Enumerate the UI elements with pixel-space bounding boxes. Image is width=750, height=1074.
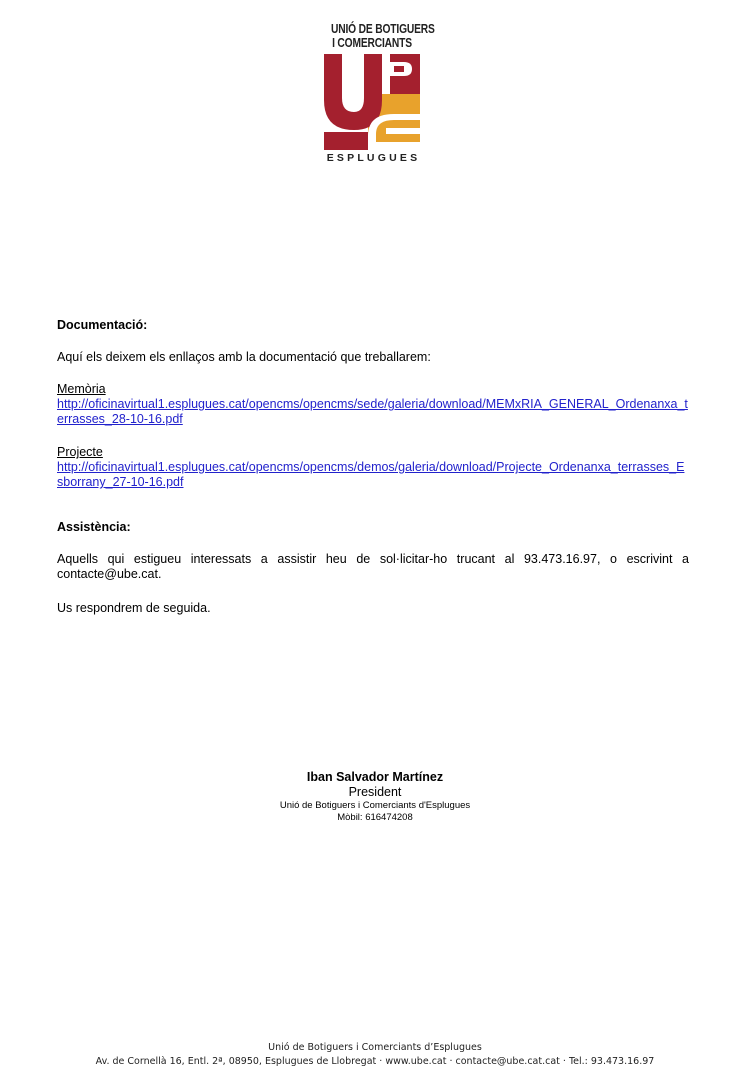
signature-role: President xyxy=(348,785,402,799)
assistance-heading: Assistència: xyxy=(57,520,131,534)
signature-mobile: Mòbil: 616474208 xyxy=(337,812,413,823)
organization-logo xyxy=(322,22,435,164)
signature-organization: Unió de Botiguers i Comerciants d'Esplugues xyxy=(279,800,471,811)
link-block-projecte xyxy=(57,445,689,490)
signature-block xyxy=(0,770,750,824)
footer-organization: Unió de Botiguers i Comerciants d’Esplugues xyxy=(268,1042,482,1053)
link-memoria[interactable]: http://oficinavirtual1.esplugues.cat/opencms/opencms/sede/galeria/download/MEMxRIA_GENERAL_Ordenanxa_terrasses_28-10-16.pdf xyxy=(57,397,688,426)
logo-title-line-1: UNIÓ DE BOTIGUERS xyxy=(331,22,435,36)
documentation-intro: Aquí els deixem els enllaços amb la documentació que treballarem: xyxy=(57,350,431,364)
logo-city: ESPLUGUES xyxy=(326,152,421,164)
signature-name: Iban Salvador Martínez xyxy=(306,770,444,784)
page-footer xyxy=(0,1041,750,1069)
link-label-projecte: Projecte xyxy=(57,445,103,459)
ube-logo-mark xyxy=(324,54,420,150)
assistance-body: Aquells qui estigueu interessats a assistir heu de sol·licitar-ho trucant al 93.473.16.97, o escrivint a contacte@ube.cat. xyxy=(57,552,689,581)
link-projecte[interactable]: http://oficinavirtual1.esplugues.cat/opencms/opencms/demos/galeria/download/Projecte_Ordenanxa_terrasses_Esborrany_27-10-16.pdf xyxy=(57,460,685,489)
link-label-memoria: Memòria xyxy=(57,382,106,396)
document-body xyxy=(57,318,689,616)
link-block-memoria xyxy=(57,382,689,427)
documentation-heading: Documentació: xyxy=(57,318,148,332)
logo-title-line-2: I COMERCIANTS xyxy=(332,36,412,50)
assistance-closing: Us respondrem de seguida. xyxy=(57,601,211,615)
footer-contact: Av. de Cornellà 16, Entl. 2ª, 08950, Esplugues de Llobregat · www.ube.cat · contacte@ube.cat.cat · Tel.: 93.473.16.97 xyxy=(95,1056,655,1067)
